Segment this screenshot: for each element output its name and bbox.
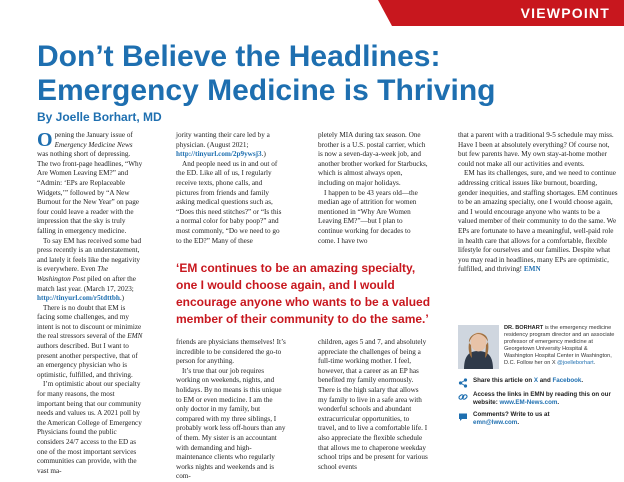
text: is the emergency medicine residency program director and an associate professor of emergency medicine at Georgetown University Hospital & Washington Hospital Center in Washington, D.C. Follow her on X	[504, 325, 615, 366]
paragraph: And people need us in and out of the ED. Like all of us, I regularly receive texts, phone calls, and pictures from friends and family asking medical questions such as, “Does this need stitches?” or “Is this a normal color for baby poop?” and most commonly, “Do we need to go to the ED?” Many of these	[176, 159, 282, 245]
comment-icon	[458, 412, 468, 422]
paragraph	[37, 304, 143, 381]
pull-quote-line: member of their community to do the same.’	[176, 312, 429, 326]
text: .	[557, 398, 560, 406]
publication-title: The Washington Post	[37, 265, 109, 283]
article-column-3-top	[318, 131, 428, 246]
article-column-2-top	[176, 131, 286, 246]
text: was nothing short of depressing. The two front-page headlines, “Why Are Women Leaving EM?” and “Admin: ‘EPs are Replaceable Widgets,’” followed by “A New Burnout for the New Year” on page four could leave a reader with the impression that the sky is truly falling in emergency medicine.	[37, 150, 143, 235]
banner-tab	[378, 0, 392, 26]
text: Access the links in EMN by reading this on our website:	[473, 391, 611, 406]
text: piled on after the match last year. (March 17, 2023;	[37, 274, 136, 293]
link-icon	[458, 392, 468, 402]
tinyurl-link[interactable]: http://tinyurl.com/2p9ywsj3	[176, 150, 262, 159]
emn-end-mark: EMN	[523, 265, 541, 274]
paragraph: that a parent with a traditional 9-5 schedule may miss. Have I been at absolutely everything? Of course not, but few parents have. My own stay-at-home mother could not make all our activities and events.	[458, 131, 614, 168]
text: There is no doubt that EM is facing some challenges, and my intent is not to discount or minimize the real stressors several of the	[37, 303, 142, 341]
author-box	[458, 325, 618, 369]
text: .	[593, 359, 596, 366]
paragraph	[37, 237, 143, 304]
paragraph: I happen to be 43 years old—the median age of attrition for women mentioned in “Why Are Women Leaving EM?”—but I plan to continue working for decades to come. I have two	[318, 188, 418, 245]
paragraph	[37, 131, 143, 237]
paragraph: pletely MIA during tax season. One brother is a U.S. postal carrier, which is now a seven-day-a-week job, and another brother worked for Starbucks, which is almost always open, including on major holidays.	[318, 131, 428, 187]
x-link[interactable]: X	[533, 377, 539, 384]
paragraph: children, ages 5 and 7, and absolutely appreciate the challenges of being a full-time working mother. I feel, however, that a career as an EP has benefited my family enormously. There is the high salary that allows my family to live in a safe area with wonderful schools and abundant extracurricular opportunities, to travel, and to live a comfortable life. I also appreciate the flexible schedule that allows me to chaperone weekday school trips and be present for various school events	[318, 338, 428, 471]
website-link[interactable]: www.EM-News.com	[499, 398, 558, 406]
byline: By Joelle Borhart, MD	[37, 110, 162, 124]
section-label: VIEWPOINT	[520, 5, 610, 21]
drop-cap: O	[37, 129, 53, 151]
text: .	[581, 377, 584, 384]
text: authors described. But I want to present another perspective, that of an emergency physician who is optimistic, fulfilled, and thriving.	[37, 342, 138, 379]
text: .	[517, 418, 520, 426]
tinyurl-link[interactable]: http://tinyurl.com/r5tdttbh	[37, 294, 120, 303]
pull-quote-line: encourage anyone who wants to be a valued	[176, 295, 431, 309]
paragraph: friends are physicians themselves! It’s incredible to be considered the go-to person for anything.	[176, 338, 286, 366]
pull-quote	[176, 260, 431, 328]
text: Share this article on	[473, 377, 534, 384]
comments-text	[473, 411, 550, 426]
text: and	[538, 377, 553, 384]
comments-cta	[458, 411, 620, 426]
author-photo	[458, 325, 499, 369]
article-column-1	[37, 131, 143, 476]
publication-title: EMN	[127, 332, 143, 341]
text: Comments? Write to us at	[473, 411, 550, 418]
share-icon	[458, 378, 468, 388]
article-column-3-bottom	[318, 338, 428, 472]
share-text	[473, 377, 583, 385]
text: To say EM has received some bad press recently is an understatement, and lately it feels like the negativity is everywhere. Even	[37, 236, 142, 274]
author-name: DR. BORHART	[504, 325, 544, 331]
article-headline	[37, 40, 597, 108]
author-handle-link[interactable]: @joelleborhart	[557, 359, 594, 366]
headline-line-2: Emergency Medicine is Thriving	[37, 74, 496, 107]
paragraph	[458, 169, 618, 275]
access-text	[473, 391, 620, 406]
article-column-2-bottom	[176, 338, 286, 482]
text: jority wanting their care led by a physician. (August 2021;	[176, 131, 270, 149]
paragraph: I’m optimistic about our specialty for many reasons, the most important being that our community needs and values us. A 2021 poll by the American College of Emergency Physicians found the public considers 24/7 access to the ED as one of the most important services communities can provide, with the vast ma-	[37, 380, 142, 475]
text: pening the January issue of	[54, 131, 133, 139]
email-link[interactable]: emn@lww.com	[473, 418, 518, 426]
author-bio	[504, 325, 618, 366]
text: EM has its challenges, sure, and we need to continue addressing critical issues like burnout, boarding, gender inequities, and staffing shortages. EM continues to be an amazing specialty, one I would choose again, and I would encourage anyone who wants to be a valued member of their community to do the same. We EPs are fortunate to have a meaningful, well-paid role in health care that allows for a comfortable, flexible lifestyle for ourselves and our families. Despite what you may read in headlines, many EPs are optimistic, fulfilled, and thriving!	[458, 169, 618, 274]
text: .)	[119, 294, 125, 303]
section-banner	[392, 0, 624, 26]
paragraph	[176, 131, 286, 160]
access-cta	[458, 391, 620, 406]
pull-quote-line: ‘EM continues to be an amazing specialty,	[176, 261, 416, 275]
facebook-link[interactable]: Facebook	[552, 377, 582, 384]
publication-title: Emergency Medicine News	[54, 140, 133, 149]
article-column-4	[458, 131, 618, 275]
share-cta	[458, 377, 620, 388]
paragraph: It’s true that our job requires working on weekends, nights, and holidays. By no means is this unique to EM or even medicine. I am the only doctor in my family, but compared with my three siblings, I probably work less off-hours than any of them. My sister is an accountant with demanding and high-maintenance clients who regularly works nights and weekends and is com-	[176, 366, 286, 481]
pull-quote-line: one I would choose again, and I would	[176, 278, 395, 292]
text: .)	[261, 150, 266, 159]
headline-line-1: Don’t Believe the Headlines:	[37, 40, 441, 73]
